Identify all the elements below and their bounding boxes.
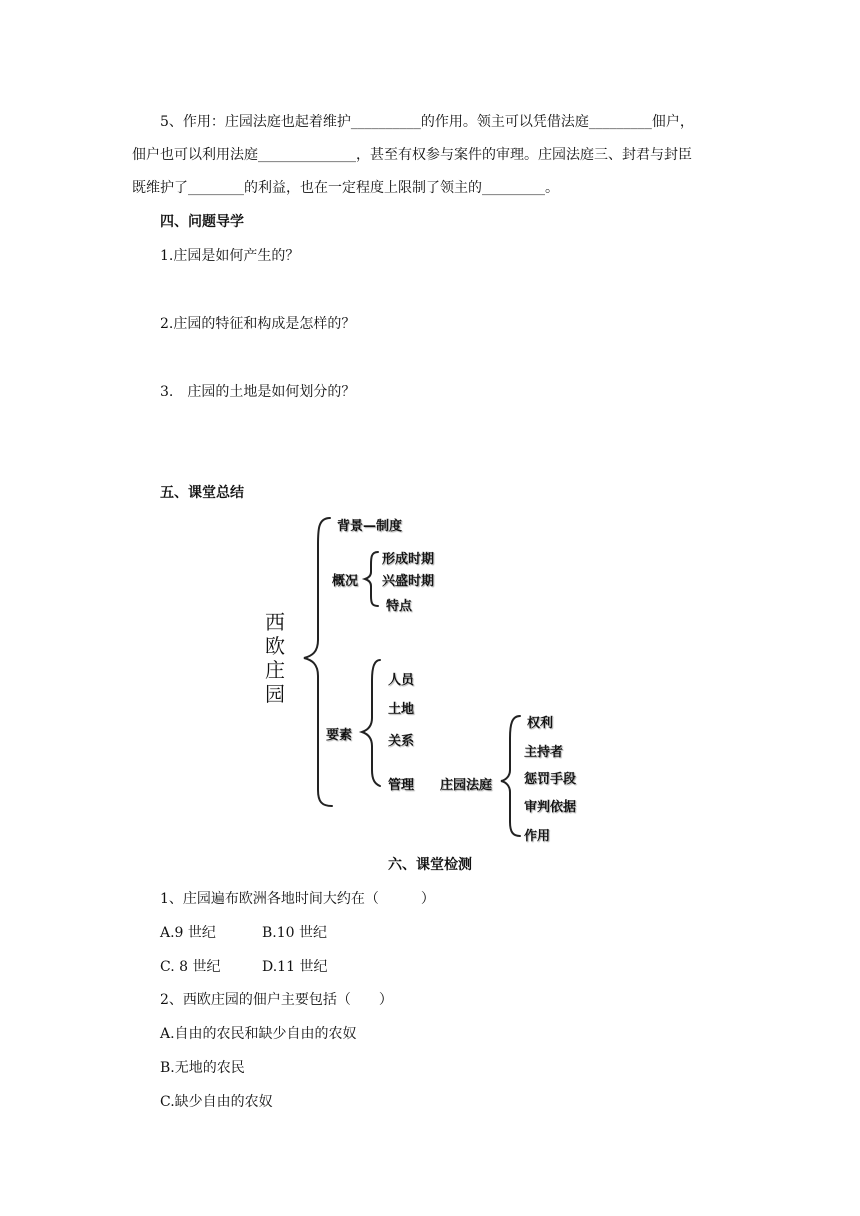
test-q1-option-a: A.9 世纪	[160, 925, 216, 941]
map-element-item-3: 关系	[388, 734, 415, 749]
map-background: 背景—制度	[337, 519, 403, 534]
section5-line-3: 既维护了________的利益，也在一定程度上限制了领主的_________。	[132, 180, 559, 196]
test-q2-option-b: B.无地的农民	[160, 1060, 245, 1076]
map-overview-item-2: 兴盛时期	[382, 574, 435, 589]
map-court-item-2: 主持者	[524, 745, 564, 760]
section5-line-1: 5、作用：庄园法庭也起着维护__________的作用。领主可以凭借法庭_________佃户，	[160, 114, 694, 130]
overview-brace	[365, 552, 378, 606]
test-question-2: 2、西欧庄园的佃户主要包括（ ）	[160, 992, 393, 1008]
map-court-item-3: 惩罚手段	[524, 772, 577, 787]
test-q1-option-d: D.11 世纪	[262, 959, 328, 975]
question-2: 2.庄园的特征和构成是怎样的？	[160, 316, 356, 332]
map-court-item-4: 审判依据	[524, 800, 577, 815]
elements-brace	[362, 660, 380, 786]
test-q1-option-b: B.10 世纪	[262, 925, 328, 941]
test-question-1: 1、庄园遍布欧洲各地时间大约在（ ）	[160, 891, 435, 907]
court-brace	[501, 716, 520, 836]
map-court-item-5: 作用	[524, 829, 551, 844]
map-elements: 要素	[326, 728, 353, 743]
summary-heading: 五、课堂总结	[160, 485, 244, 501]
section5-line-2: 佃户也可以利用法庭______________，甚至有权参与案件的审理。庄园法庭三、封君与封臣	[132, 147, 692, 163]
map-court: 庄园法庭	[440, 778, 493, 793]
map-overview-item-3: 特点	[386, 599, 413, 614]
map-element-item-2: 土地	[388, 702, 415, 717]
concept-map-root: 西欧庄园	[265, 610, 285, 706]
section6-heading: 六、课堂检测	[388, 857, 472, 873]
question-3: 3. 庄园的土地是如何划分的？	[160, 384, 356, 400]
map-overview-item-1: 形成时期	[382, 552, 435, 567]
test-q2-option-c: C.缺少自由的农奴	[160, 1094, 273, 1110]
map-court-item-1: 权利	[527, 716, 554, 731]
map-element-item-4: 管理	[388, 778, 415, 793]
test-q2-option-a: A.自由的农民和缺少自由的农奴	[160, 1026, 357, 1042]
section4-heading: 四、问题导学	[160, 214, 244, 230]
map-overview: 概况	[332, 574, 359, 589]
map-element-item-1: 人员	[388, 673, 415, 688]
question-1: 1.庄园是如何产生的？	[160, 248, 300, 264]
test-q1-option-c: C. 8 世纪	[160, 959, 221, 975]
main-brace	[304, 518, 332, 806]
